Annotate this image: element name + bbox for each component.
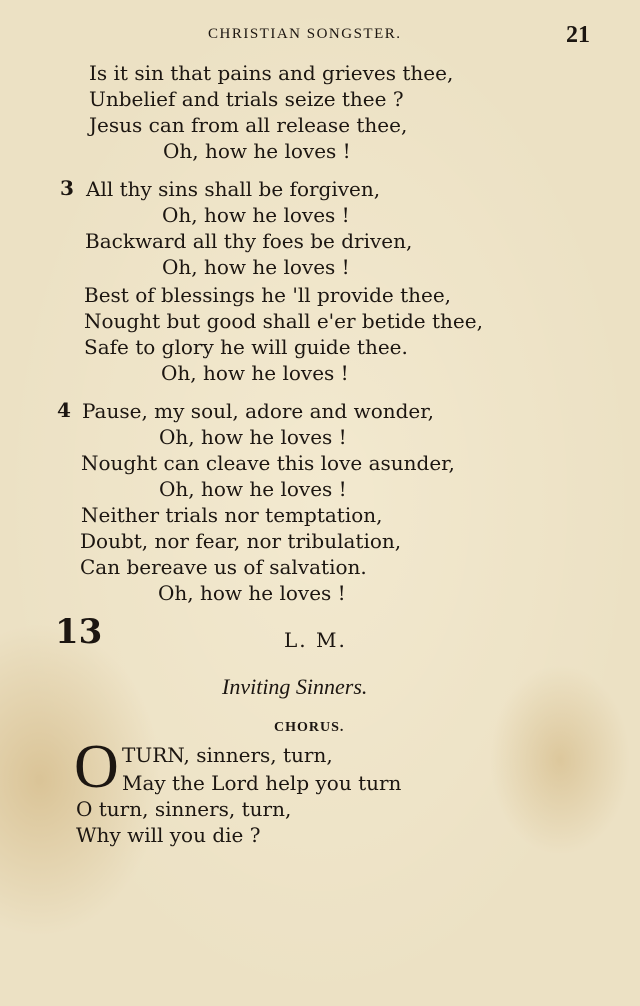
verse-number: 3	[60, 176, 74, 200]
verse-line: All thy sins shall be forgiven,	[86, 177, 381, 201]
drop-cap: O	[74, 733, 119, 801]
verse-line: Unbelief and trials seize thee ?	[89, 87, 404, 111]
verse-line: Safe to glory he will guide thee.	[84, 335, 408, 359]
verse-line: Is it sin that pains and grieves thee,	[89, 61, 454, 85]
chorus-line: May the Lord help you turn	[122, 771, 402, 795]
verse-line: Backward all thy foes be driven,	[85, 229, 413, 253]
verse-line: Can bereave us of salvation.	[80, 555, 367, 579]
chorus-label: CHORUS.	[274, 720, 345, 735]
verse-line: Best of blessings he 'll provide thee,	[84, 283, 452, 307]
hymn-subtitle: Inviting Sinners.	[222, 674, 368, 699]
chorus-line: O turn, sinners, turn,	[76, 797, 292, 821]
page-number: 21	[566, 22, 590, 48]
verse-line: Neither trials nor temptation,	[81, 503, 383, 527]
refrain-line: Oh, how he loves !	[159, 425, 347, 449]
verse-line: Pause, my soul, adore and wonder,	[82, 399, 434, 423]
verse-line: Nought but good shall e'er betide thee,	[84, 309, 483, 333]
refrain-line: Oh, how he loves !	[163, 139, 351, 163]
verse-number: 4	[57, 398, 71, 422]
verse-line: Doubt, nor fear, nor tribulation,	[80, 529, 402, 553]
refrain-line: Oh, how he loves !	[159, 477, 347, 501]
verse-line: Nought can cleave this love asunder,	[81, 451, 455, 475]
refrain-line: Oh, how he loves !	[158, 581, 346, 605]
hymn-number: 13	[55, 612, 103, 652]
running-header: CHRISTIAN SONGSTER.	[208, 26, 402, 42]
refrain-line: Oh, how he loves !	[161, 361, 349, 385]
chorus-line: Why will you die ?	[76, 823, 261, 847]
refrain-line: Oh, how he loves !	[162, 255, 350, 279]
verse-line: Jesus can from all release thee,	[89, 113, 408, 137]
refrain-line: Oh, how he loves !	[162, 203, 350, 227]
hymn-meter: L. M.	[284, 628, 347, 652]
chorus-line: TURN, sinners, turn,	[122, 743, 333, 767]
